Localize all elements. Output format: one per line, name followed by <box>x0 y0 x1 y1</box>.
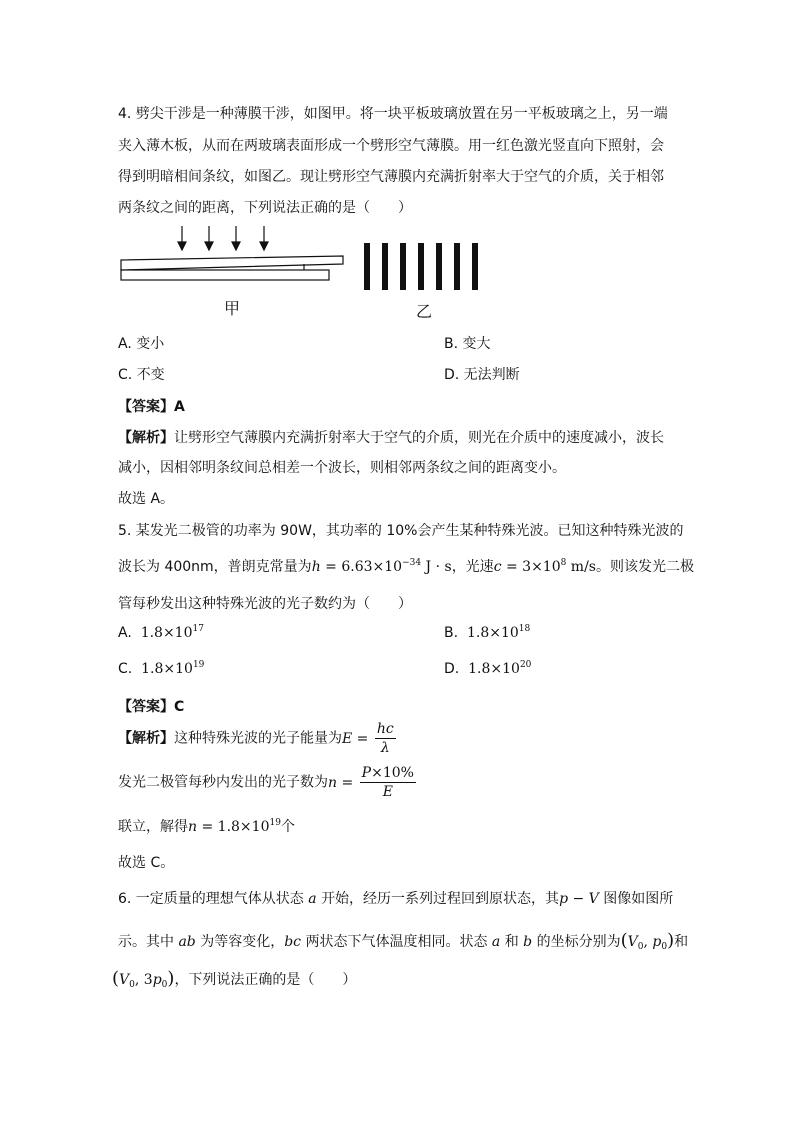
q4-conclusion: 故选 A。 <box>118 491 175 507</box>
state-a-symbol: a <box>303 891 322 907</box>
q5-option-b-exp: 18 <box>518 624 531 634</box>
q5-option-b[interactable] <box>444 624 530 641</box>
q6-stem-2b: 为等容变化， <box>200 934 285 950</box>
figure-label-yi: 乙 <box>416 302 433 321</box>
q5-analysis-text-3b: 个 <box>280 819 295 835</box>
q5-stem-2b: ，光速 <box>451 559 494 575</box>
q6-stem-2a: 示。其中 <box>118 934 174 950</box>
q5-option-a-value: $1.8\times 10^{17}$ <box>140 624 204 641</box>
q5-analysis-text-3a: 联立，解得 <box>118 819 188 835</box>
q6-stem-line-1 <box>118 888 673 908</box>
pv-symbol: p − V <box>559 891 599 907</box>
bright-dark-fringes <box>364 243 478 290</box>
q5-option-d[interactable] <box>444 660 531 677</box>
q5-option-b-letter: B. <box>444 625 459 641</box>
q6-stem-2e: 的坐标分别为 <box>536 934 621 950</box>
q5-option-c[interactable] <box>118 660 204 677</box>
q5-option-a-letter: A. <box>118 625 132 641</box>
photon-energy-formula: E = $\frac{hc}{\lambda}$ <box>342 721 394 756</box>
state-b-coordinates: ($V_0$, $3p_0$) <box>112 968 175 990</box>
q4-stem-line-4: 两条纹之间的距离，下列说法正确的是（ ） <box>118 200 412 216</box>
q5-stem-2a: 波长为 400nm，普朗克常量为 <box>118 559 312 575</box>
bc-symbol: bc <box>284 934 306 950</box>
q6-stem-2f: 和 <box>674 934 689 950</box>
q4-option-b[interactable]: B. 变大 <box>444 336 491 352</box>
photon-count-formula: n = $\frac{P\times 10\%}{E}$ <box>328 765 414 800</box>
figure-label-jia: 甲 <box>224 299 241 318</box>
q4-stem-line-2: 夹入薄木板，从而在两玻璃表面形成一个劈形空气薄膜。用一红色激光竖直向下照射，会 <box>118 138 664 154</box>
q4-option-c[interactable]: C. 不变 <box>118 367 165 383</box>
light-speed-formula: $c = 3\times 10^8$ m/s <box>493 558 596 575</box>
q5-stem-2c: 。则该发光二极 <box>596 559 694 575</box>
q6-stem-2c: 两状态下气体温度相同。状态 <box>305 934 488 950</box>
laser-arrows <box>178 226 268 250</box>
q5-analysis-line-1 <box>118 720 398 757</box>
q4-analysis-text-1: 让劈形空气薄膜内充满折射率大于空气的介质，则光在介质中的速度减小，波长 <box>174 430 664 446</box>
q6-stem-1a: 6. 一定质量的理想气体从状态 <box>118 891 304 907</box>
q4-analysis-line-2: 减小，因相邻明条纹间总相差一个波长，则相邻两条纹之间的距离变小。 <box>118 460 566 476</box>
q5-stem-line-3: 管每秒发出这种特殊光波的光子数约为（ ） <box>118 596 412 612</box>
figure-wedge-interference <box>118 222 350 322</box>
figure-fringes <box>360 240 490 322</box>
q6-stem-line-3 <box>112 968 356 990</box>
top-glass-plate <box>121 256 343 270</box>
q5-option-b-value: $1.8\times 10^{18}$ <box>466 624 531 641</box>
q5-option-d-letter: D. <box>444 661 460 677</box>
bottom-glass-plate <box>121 270 329 280</box>
q4-option-d[interactable]: D. 无法判断 <box>444 367 520 383</box>
q5-answer: 【答案】C <box>118 699 185 715</box>
q5-stem-line-2 <box>118 556 694 576</box>
q4-analysis-head: 【解析】 <box>118 430 174 446</box>
q4-analysis-line-1 <box>118 427 664 447</box>
q6-stem-3: ，下列说法正确的是（ ） <box>174 972 357 988</box>
photon-count-result: $n = 1.8\times 10^{19}$ <box>188 818 281 835</box>
planck-constant-formula: $h = 6.63\times 10^{-34}$ J · s <box>311 558 452 575</box>
q4-answer: 【答案】A <box>118 399 185 415</box>
q6-stem-1c: 图像如图所 <box>603 891 674 907</box>
q5-stem-line-1: 5. 某发光二极管的功率为 90W，其功率的 10%会产生某种特殊光波。已知这种特殊光波的 <box>118 523 684 539</box>
ab-symbol: ab <box>174 934 201 950</box>
q6-stem-line-2 <box>118 930 688 952</box>
q5-analysis-text-1: 这种特殊光波的光子能量为 <box>174 730 342 747</box>
q5-analysis-line-2 <box>118 764 418 801</box>
q5-analysis-head: 【解析】 <box>118 730 174 747</box>
q5-analysis-text-2: 发光二极管每秒内发出的光子数为 <box>118 774 328 791</box>
q5-option-d-value: $1.8\times 10^{20}$ <box>468 660 532 677</box>
state-a-symbol-2: a <box>487 934 505 950</box>
q5-option-d-exp: 20 <box>519 660 532 670</box>
q4-stem-line-1: 4. 劈尖干涉是一种薄膜干涉，如图甲。将一块平板玻璃放置在另一平板玻璃之上，另一端 <box>118 106 668 122</box>
state-a-coordinates: ($V_0$, $p_0$) <box>620 930 675 952</box>
q6-stem-2d: 和 <box>504 934 519 950</box>
q5-analysis-line-3 <box>118 816 295 836</box>
q5-option-a[interactable] <box>118 624 204 641</box>
q4-option-a[interactable]: A. 变小 <box>118 336 165 352</box>
q5-option-c-exp: 19 <box>192 660 205 670</box>
state-b-symbol: b <box>518 934 537 950</box>
q5-conclusion: 故选 C。 <box>118 855 175 871</box>
q5-option-c-value: $1.8\times 10^{19}$ <box>141 660 205 677</box>
q5-option-c-letter: C. <box>118 661 133 677</box>
q6-stem-1b: 开始，经历一系列过程回到原状态，其 <box>321 891 560 907</box>
q4-stem-line-3: 得到明暗相间条纹，如图乙。现让劈形空气薄膜内充满折射率大于空气的介质，关于相邻 <box>118 169 664 185</box>
q5-option-a-exp: 17 <box>192 624 204 634</box>
